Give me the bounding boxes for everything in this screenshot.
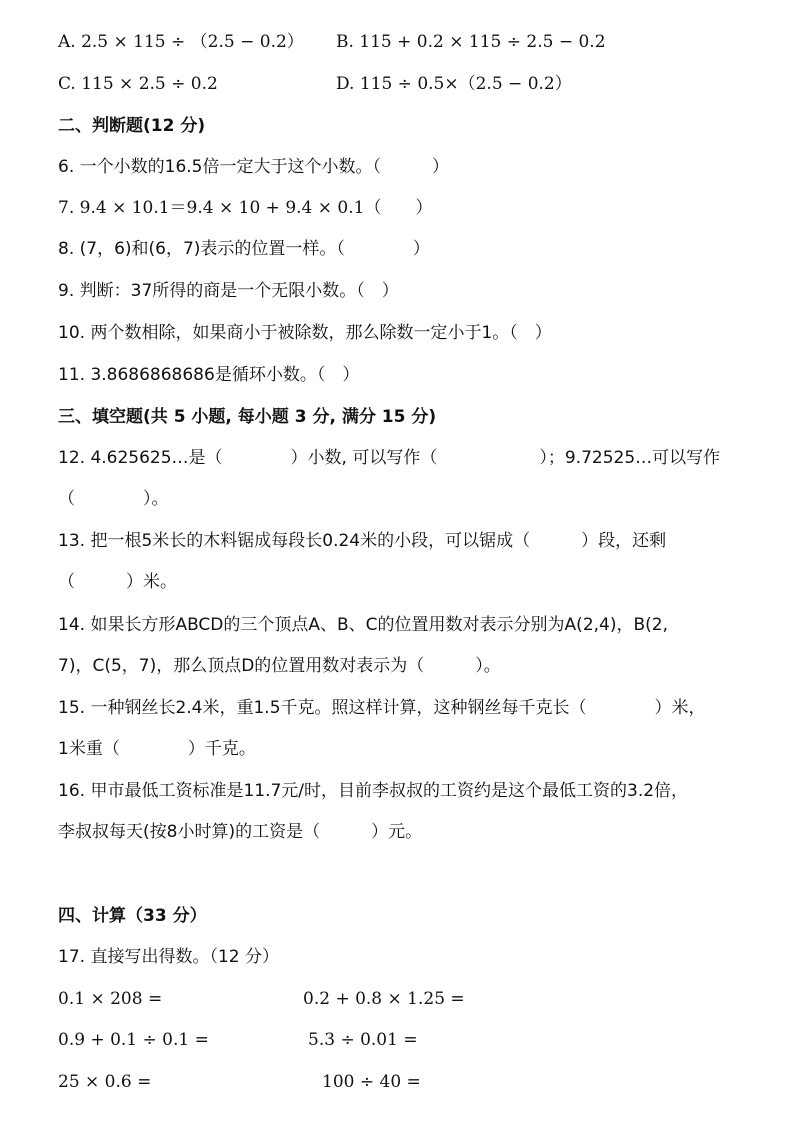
question-17: 17. 直接写出得数。（12 分） <box>58 947 279 967</box>
question-13-line2: （ ）米。 <box>58 572 177 592</box>
question-15-line2: 1米重（ ）千克。 <box>58 739 256 759</box>
question-6: 6. 一个小数的16.5倍一定大于这个小数。（ ） <box>58 157 449 177</box>
question-10: 10. 两个数相除，如果商小于被除数，那么除数一定小于1。（ ） <box>58 323 552 343</box>
question-8: 8. (7，6)和(6，7)表示的位置一样。（ ） <box>58 239 430 259</box>
question-13-line1: 13. 把一根5米长的木料锯成每段长0.24米的小段，可以锯成（ ）段，还剩 <box>58 531 667 551</box>
question-14-line2: 7)，C(5，7)，那么顶点D的位置用数对表示为（ ）。 <box>58 656 501 676</box>
choice-a: A. 2.5 × 115 ÷ （2.5 − 0.2） <box>58 32 304 52</box>
calc-left-2: 0.9 + 0.1 ÷ 0.1 = <box>58 1030 209 1050</box>
question-15-line1: 15. 一种钢丝长2.4米，重1.5千克。照这样计算，这种钢丝每千克长（ ）米， <box>58 698 706 718</box>
question-12-line2: （ ）。 <box>58 489 169 509</box>
choice-c: C. 115 × 2.5 ÷ 0.2 <box>58 74 218 94</box>
section4-title: 四、计算（33 分） <box>58 906 207 926</box>
question-16-line1: 16. 甲市最低工资标准是11.7元/时，目前李叔叔的工资约是这个最低工资的3.2倍， <box>58 781 689 801</box>
question-11: 11. 3.8686868686是循环小数。（ ） <box>58 365 360 385</box>
question-14-line1: 14. 如果长方形ABCD的三个顶点A、B、C的位置用数对表示分别为A(2,4)，B(2, <box>58 615 668 635</box>
choice-d: D. 115 ÷ 0.5×（2.5 − 0.2） <box>336 74 572 94</box>
question-9: 9. 判断：37所得的商是一个无限小数。（ ） <box>58 281 399 301</box>
calc-left-3: 25 × 0.6 = <box>58 1072 152 1092</box>
question-16-line2: 李叔叔每天(按8小时算)的工资是（ ）元。 <box>58 822 423 842</box>
question-7: 7. 9.4 × 10.1＝9.4 × 10 + 9.4 × 0.1（ ） <box>58 198 433 218</box>
calc-right-2: 5.3 ÷ 0.01 = <box>308 1030 418 1050</box>
calc-right-1: 0.2 + 0.8 × 1.25 = <box>303 989 465 1009</box>
calc-right-3: 100 ÷ 40 = <box>322 1072 421 1092</box>
calc-left-1: 0.1 × 208 = <box>58 989 163 1009</box>
section2-title: 二、判断题(12 分) <box>58 116 206 136</box>
question-12-line1: 12. 4.625625…是（ ）小数, 可以写作（ ）；9.72525…可以写作 <box>58 448 721 468</box>
section3-title: 三、填空题(共 5 小题, 每小题 3 分, 满分 15 分) <box>58 407 437 427</box>
choice-b: B. 115 + 0.2 × 115 ÷ 2.5 − 0.2 <box>336 32 606 52</box>
